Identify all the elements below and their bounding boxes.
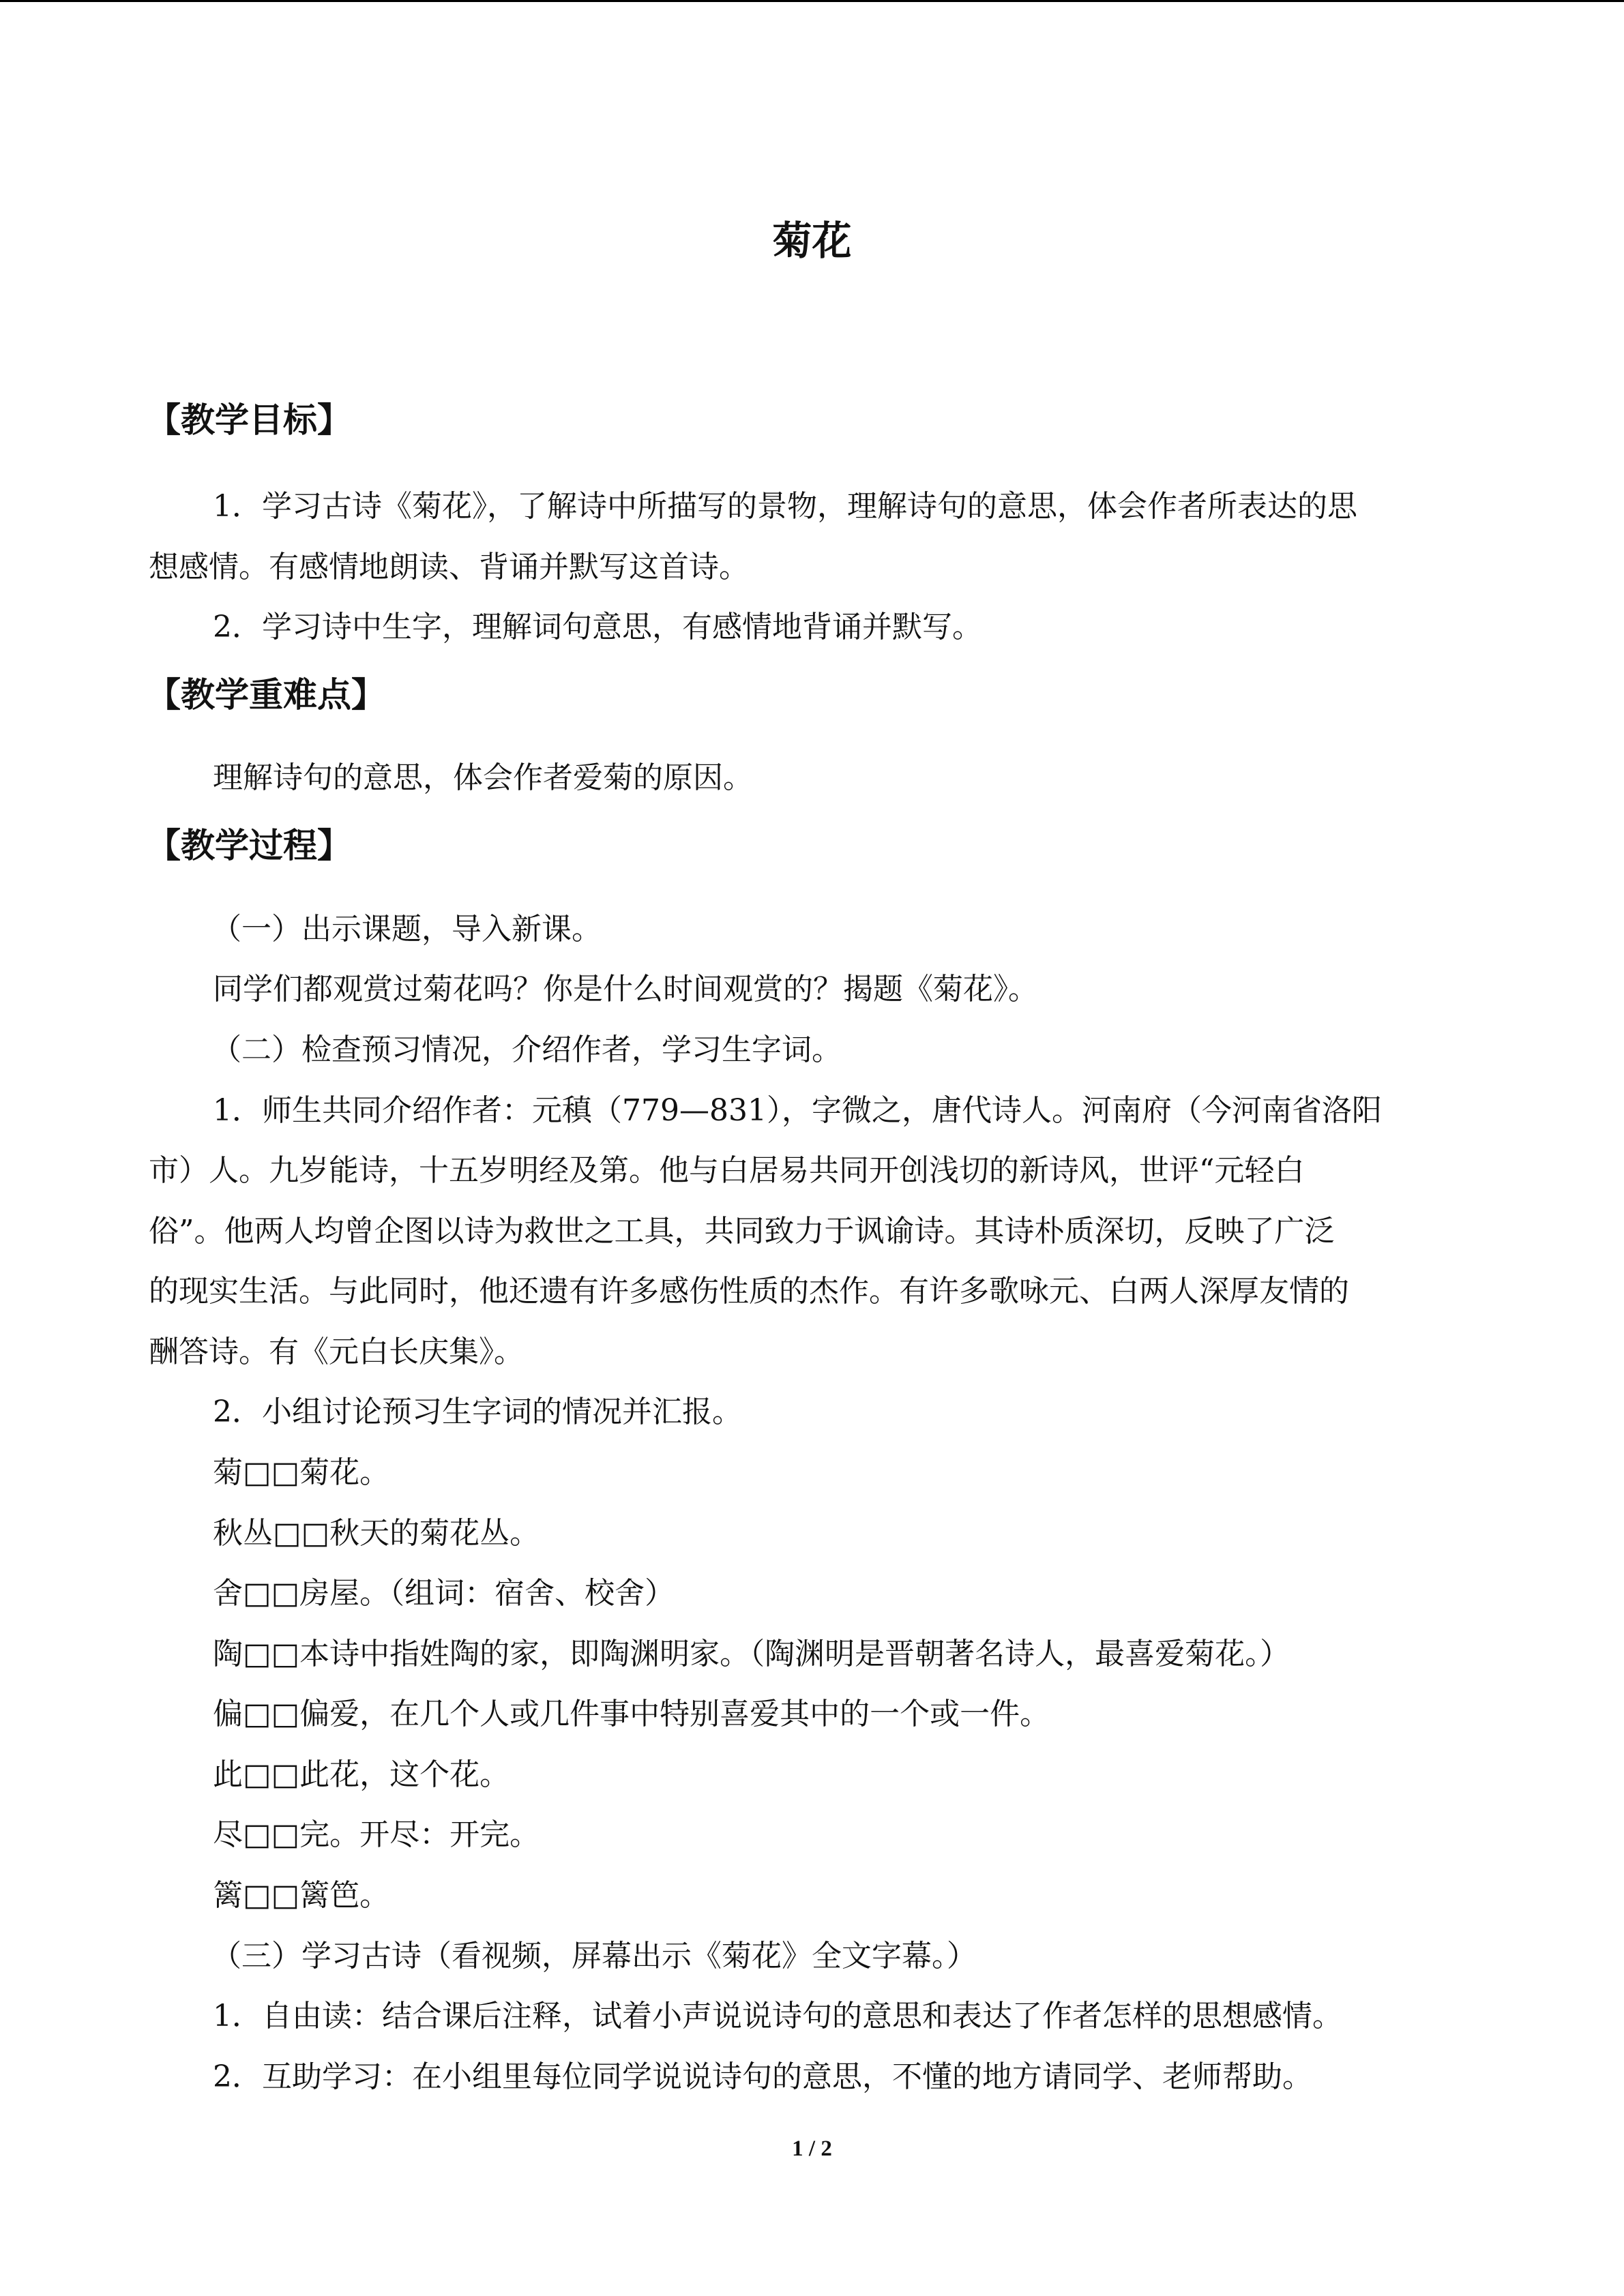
objective-2: 2．学习诗中生字，理解词句意思，有感情地背诵并默写。: [213, 610, 982, 644]
process-step-1-text: 同学们都观赏过菊花吗？你是什么时间观赏的？揭题《菊花》。: [213, 972, 1038, 1007]
author-intro-line-3: 俗”。他两人均曾企图以诗为救世之工具，共同致力于讽谕诗。其诗朴质深切，反映了广泛: [149, 1214, 1335, 1249]
process-step-1: （一）出示课题，导入新课。: [211, 912, 602, 946]
group-report: 2．小组讨论预习生字词的情况并汇报。: [213, 1395, 742, 1429]
process-step-2: （二）检查预习情况，介绍作者，学习生字词。: [211, 1032, 842, 1067]
free-read: 1．自由读：结合课后注释，试着小声说说诗句的意思和表达了作者怎样的思想感情。: [213, 1999, 1342, 2033]
vocab-item: 秋丛□□秋天的菊花丛。: [213, 1516, 540, 1551]
author-intro-line-4: 的现实生活。与此同时，他还遗有许多感伤性质的杰作。有许多歌咏元、白两人深厚友情的: [149, 1274, 1349, 1309]
vocab-item: 篱□□篱笆。: [213, 1878, 390, 1913]
vocab-item: 尽□□完。开尽：开完。: [213, 1817, 540, 1852]
document-title: 菊花: [772, 218, 852, 264]
author-intro-line-1: 1．师生共同介绍作者：元稹（779—831），字微之，唐代诗人。河南府（今河南省洛阳: [213, 1093, 1382, 1128]
process-step-3: （三）学习古诗（看视频，屏幕出示《菊花》全文字幕。）: [211, 1939, 977, 1973]
heading-objectives: 【教学目标】: [147, 400, 351, 440]
heading-process: 【教学过程】: [147, 826, 351, 865]
objective-1-line-2: 想感情。有感情地朗读、背诵并默写这首诗。: [149, 550, 749, 584]
mutual-help: 2．互助学习：在小组里每位同学说说诗句的意思，不懂的地方请同学、老师帮助。: [213, 2059, 1312, 2094]
vocab-item: 陶□□本诗中指姓陶的家，即陶渊明家。（陶渊明是晋朝著名诗人，最喜爱菊花。）: [213, 1637, 1290, 1671]
page-number: 1 / 2: [792, 2136, 832, 2161]
author-intro-line-5: 酬答诗。有《元白长庆集》。: [149, 1335, 524, 1369]
heading-key-points: 【教学重难点】: [147, 675, 385, 715]
objective-1-line-1: 1．学习古诗《菊花》，了解诗中所描写的景物，理解诗句的意思，体会作者所表达的思: [213, 489, 1357, 524]
key-points-text: 理解诗句的意思，体会作者爱菊的原因。: [213, 760, 753, 795]
author-intro-line-2: 市）人。九岁能诗，十五岁明经及第。他与白居易共同开创浅切的新诗风，世评“元轻白: [149, 1153, 1305, 1188]
vocab-item: 舍□□房屋。（组词：宿舍、校舍）: [213, 1576, 675, 1611]
top-border-line: [0, 0, 1624, 2]
vocab-item: 此□□此花，这个花。: [213, 1757, 510, 1792]
vocab-item: 偏□□偏爱，在几个人或几件事中特别喜爱其中的一个或一件。: [213, 1697, 1050, 1731]
vocab-item: 菊□□菊花。: [213, 1455, 390, 1490]
